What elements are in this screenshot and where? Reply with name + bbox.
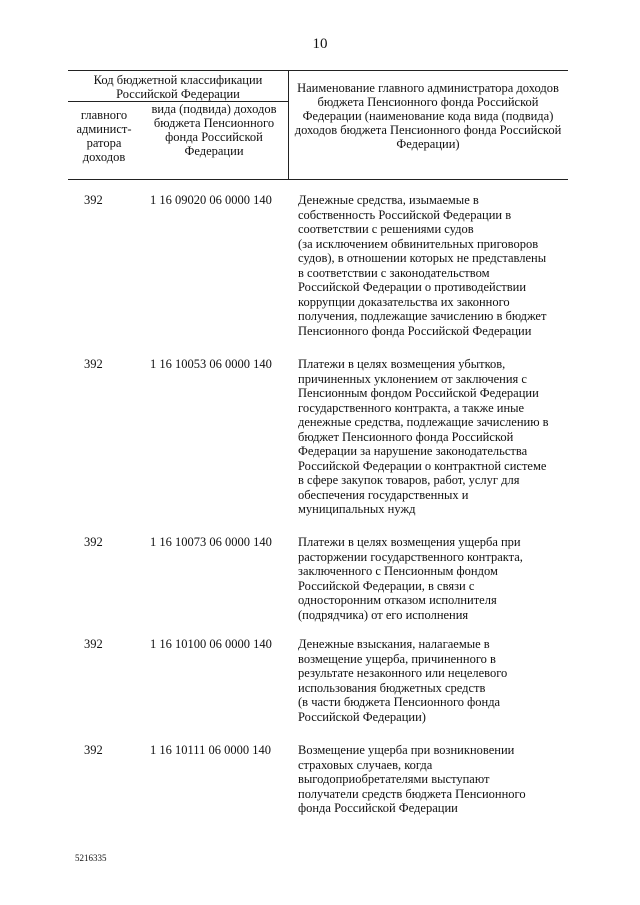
column-divider <box>288 71 289 179</box>
header-name: Наименование главного администратора доходов бюджета Пенсионного фонда Российской Федерации (наименование кода вида (подвида) доходов бюджета Пенсионного фонда Российской Федерации) <box>294 81 562 151</box>
row-description: Денежные средства, изымаемые в собственность Российской Федерации в соответствии с решениями судов (за исключением обвинительных приговоров судов), в отношении которых не представлены в соответствии с законодательством Российской Федерации о противодействии коррупции доказательства их законного получения, подлежащие зачислению в бюджет Пенсионного фонда Российской Федерации <box>298 193 547 338</box>
header-code-group: Код бюджетной классификации Российской Федерации <box>93 73 263 101</box>
row-kbk: 1 16 10100 06 0000 140 <box>150 637 272 651</box>
row-admin-code: 392 <box>84 637 103 651</box>
row-admin-code: 392 <box>84 743 103 757</box>
row-kbk: 1 16 10073 06 0000 140 <box>150 535 272 549</box>
row-kbk: 1 16 10111 06 0000 140 <box>150 743 271 757</box>
row-description: Денежные взыскания, налагаемые в возмещение ущерба, причиненного в результате незаконного или нецелевого использования бюджетных средств (в части бюджета Пенсионного фонда Российской Федерации) <box>298 637 508 724</box>
row-kbk: 1 16 10053 06 0000 140 <box>150 357 272 371</box>
row-description: Платежи в целях возмещения убытков, причиненных уклонением от заключения с Пенсионным фондом Российской Федерации государственного контракта, а также иные денежные средства, подлежащие зачислению в бюджет Пенсионного фонда Российской Федерации за нарушение законодательства Российской Федерации о контрактной системе в сфере закупок товаров, работ, услуг для обеспечения государственных и муниципальных нужд <box>298 357 549 516</box>
row-kbk: 1 16 09020 06 0000 140 <box>150 193 272 207</box>
table-header <box>68 70 568 180</box>
row-description: Возмещение ущерба при возникновении страховых случаев, когда выгодоприобретателями выступают получатели средств бюджета Пенсионного фонда Российской Федерации <box>298 743 526 815</box>
header-admin-code: главного админист-ратора доходов <box>76 108 132 164</box>
header-income-kind-code: вида (подвида) доходов бюджета Пенсионного фонда Российской Федерации <box>151 102 277 158</box>
row-admin-code: 392 <box>84 535 103 549</box>
document-code: 5216335 <box>75 853 107 863</box>
row-admin-code: 392 <box>84 357 103 371</box>
row-description: Платежи в целях возмещения ущерба при расторжении государственного контракта, заключенного с Пенсионным фондом Российской Федерации, в связи с односторонним отказом исполнителя (подрядчика) от его исполнения <box>298 535 523 622</box>
row-admin-code: 392 <box>84 193 103 207</box>
page-number: 10 <box>312 36 328 52</box>
